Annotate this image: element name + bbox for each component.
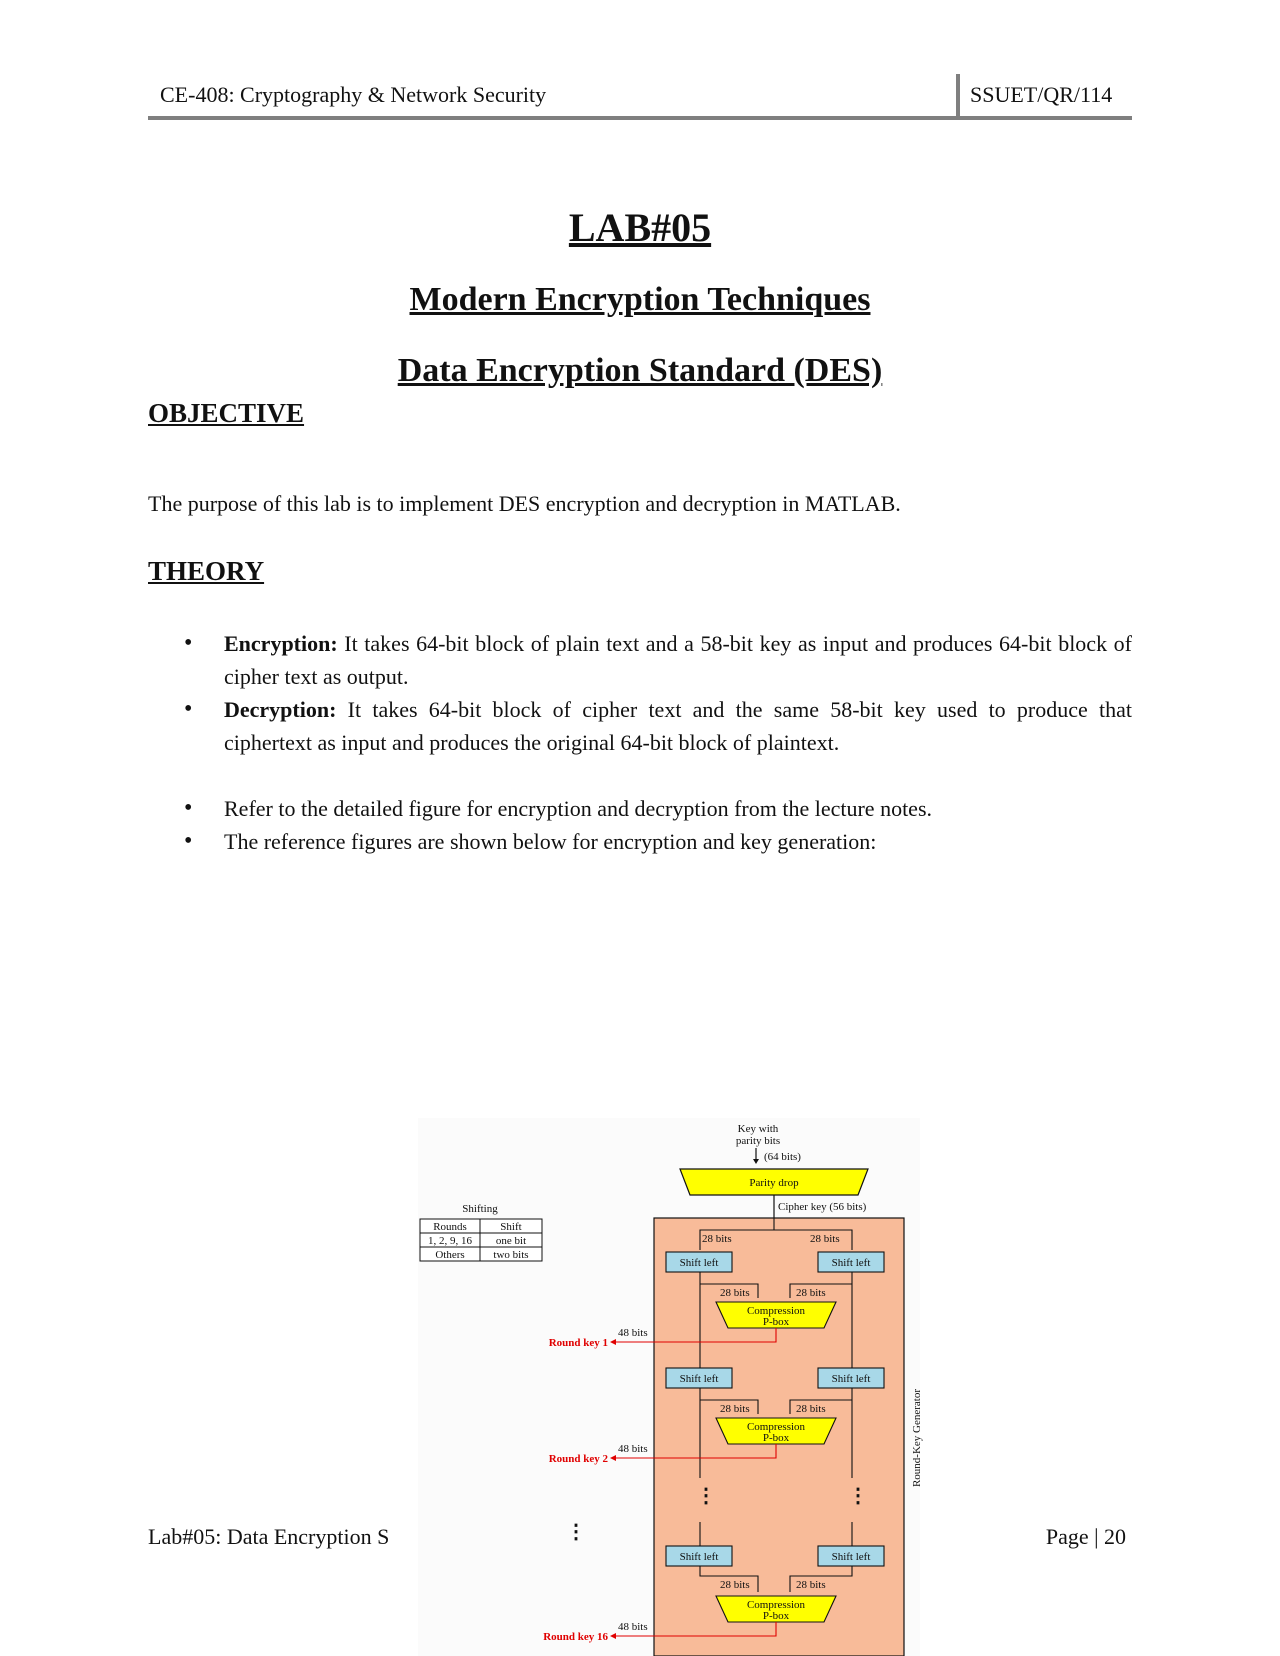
bits-label: 28 bits [702, 1233, 732, 1245]
course-title: CE-408: Cryptography & Network Security [160, 82, 547, 107]
shift-left-label: Shift left [831, 1551, 871, 1563]
compression-label: Compression [746, 1305, 806, 1317]
bullet-text: It takes 64-bit block of cipher text and the same 58-bit key used to produce that ciphertext as input and produces the original 64-bit block of plaintext. [224, 697, 1132, 755]
footer-title: Lab#05: Data Encryption S [148, 1524, 390, 1549]
ellipsis: ⋮ [848, 1485, 868, 1507]
ellipsis: ⋮ [696, 1485, 716, 1507]
key-input-label: (64 bits) [764, 1151, 801, 1163]
bits-label: 28 bits [796, 1403, 826, 1415]
round-key-generator-figure [418, 1118, 923, 1656]
table-cell: Others [435, 1249, 465, 1261]
arrow-head [610, 1633, 616, 1639]
shift-left-label: Shift left [831, 1257, 871, 1269]
compression-label: P-box [762, 1316, 790, 1328]
bits-label: 28 bits [720, 1579, 750, 1591]
shifting-table-title: Shifting [462, 1203, 498, 1215]
arrow-head [610, 1455, 616, 1461]
table-cell: 1, 2, 9, 16 [428, 1235, 472, 1247]
header-divider [956, 74, 960, 116]
ellipsis: ⋮ [566, 1521, 586, 1543]
list-item [148, 693, 1132, 759]
bullet-text: It takes 64-bit block of plain text and a 58-bit key as input and produces 64-bit block of cipher text as output. [224, 631, 1132, 689]
objective-text: The purpose of this lab is to implement DES encryption and decryption in MATLAB. [148, 491, 901, 516]
arrow-head [753, 1159, 759, 1164]
round-key-generator-label: Round-Key Generator [911, 1388, 923, 1488]
lab-title: LAB#05 [568, 205, 712, 250]
bits-label: 28 bits [720, 1287, 750, 1299]
page-number: Page | 20 [1045, 1524, 1126, 1549]
lab-subtitle: Modern Encryption Techniques [409, 281, 871, 318]
round-key-label: Round key 16 [543, 1631, 608, 1643]
shift-left-label: Shift left [679, 1373, 719, 1385]
list-item: • The reference figures are shown below for encryption and key generation: [148, 825, 1132, 858]
parity-drop-label: Parity drop [749, 1177, 799, 1189]
table-cell: one bit [495, 1235, 527, 1247]
shift-left-label: Shift left [831, 1373, 871, 1385]
lab-topic: Data Encryption Standard (DES) [397, 352, 883, 389]
round-bits-label: 48 bits [618, 1327, 648, 1339]
document-code: SSUET/QR/114 [970, 82, 1113, 107]
page-header [148, 72, 1132, 120]
theory-heading: THEORY [148, 556, 265, 586]
cipher-key-label: Cipher key (56 bits) [778, 1201, 867, 1213]
table-cell: two bits [493, 1249, 529, 1261]
bullet-term: Decryption: [224, 697, 337, 722]
compression-label: Compression [746, 1599, 806, 1611]
compression-label: Compression [746, 1421, 806, 1433]
bits-label: 28 bits [810, 1233, 840, 1245]
bits-label: 28 bits [796, 1579, 826, 1591]
theory-list [148, 627, 1132, 858]
bullet-term: Encryption: [224, 631, 338, 656]
list-item [148, 627, 1132, 693]
compression-label: P-box [762, 1610, 790, 1622]
bits-label: 28 bits [720, 1403, 750, 1415]
table-header: Shift [500, 1221, 522, 1233]
objective-heading: OBJECTIVE [148, 398, 305, 428]
round-bits-label: 48 bits [618, 1621, 648, 1633]
round-key-label: Round key 1 [548, 1337, 608, 1349]
bits-label: 28 bits [796, 1287, 826, 1299]
header-rule [148, 116, 1132, 120]
round-bits-label: 48 bits [618, 1443, 648, 1455]
list-item: • Refer to the detailed figure for encryption and decryption from the lecture notes. [148, 792, 1132, 825]
table-header: Rounds [433, 1221, 467, 1233]
compression-label: P-box [762, 1432, 790, 1444]
key-input-label: Key with [737, 1123, 779, 1135]
round-key-label: Round key 2 [548, 1453, 608, 1465]
shift-left-label: Shift left [679, 1257, 719, 1269]
arrow-head [610, 1339, 616, 1345]
key-input-label: parity bits [735, 1135, 781, 1147]
key-generation-diagram [418, 1118, 923, 1656]
shift-left-label: Shift left [679, 1551, 719, 1563]
